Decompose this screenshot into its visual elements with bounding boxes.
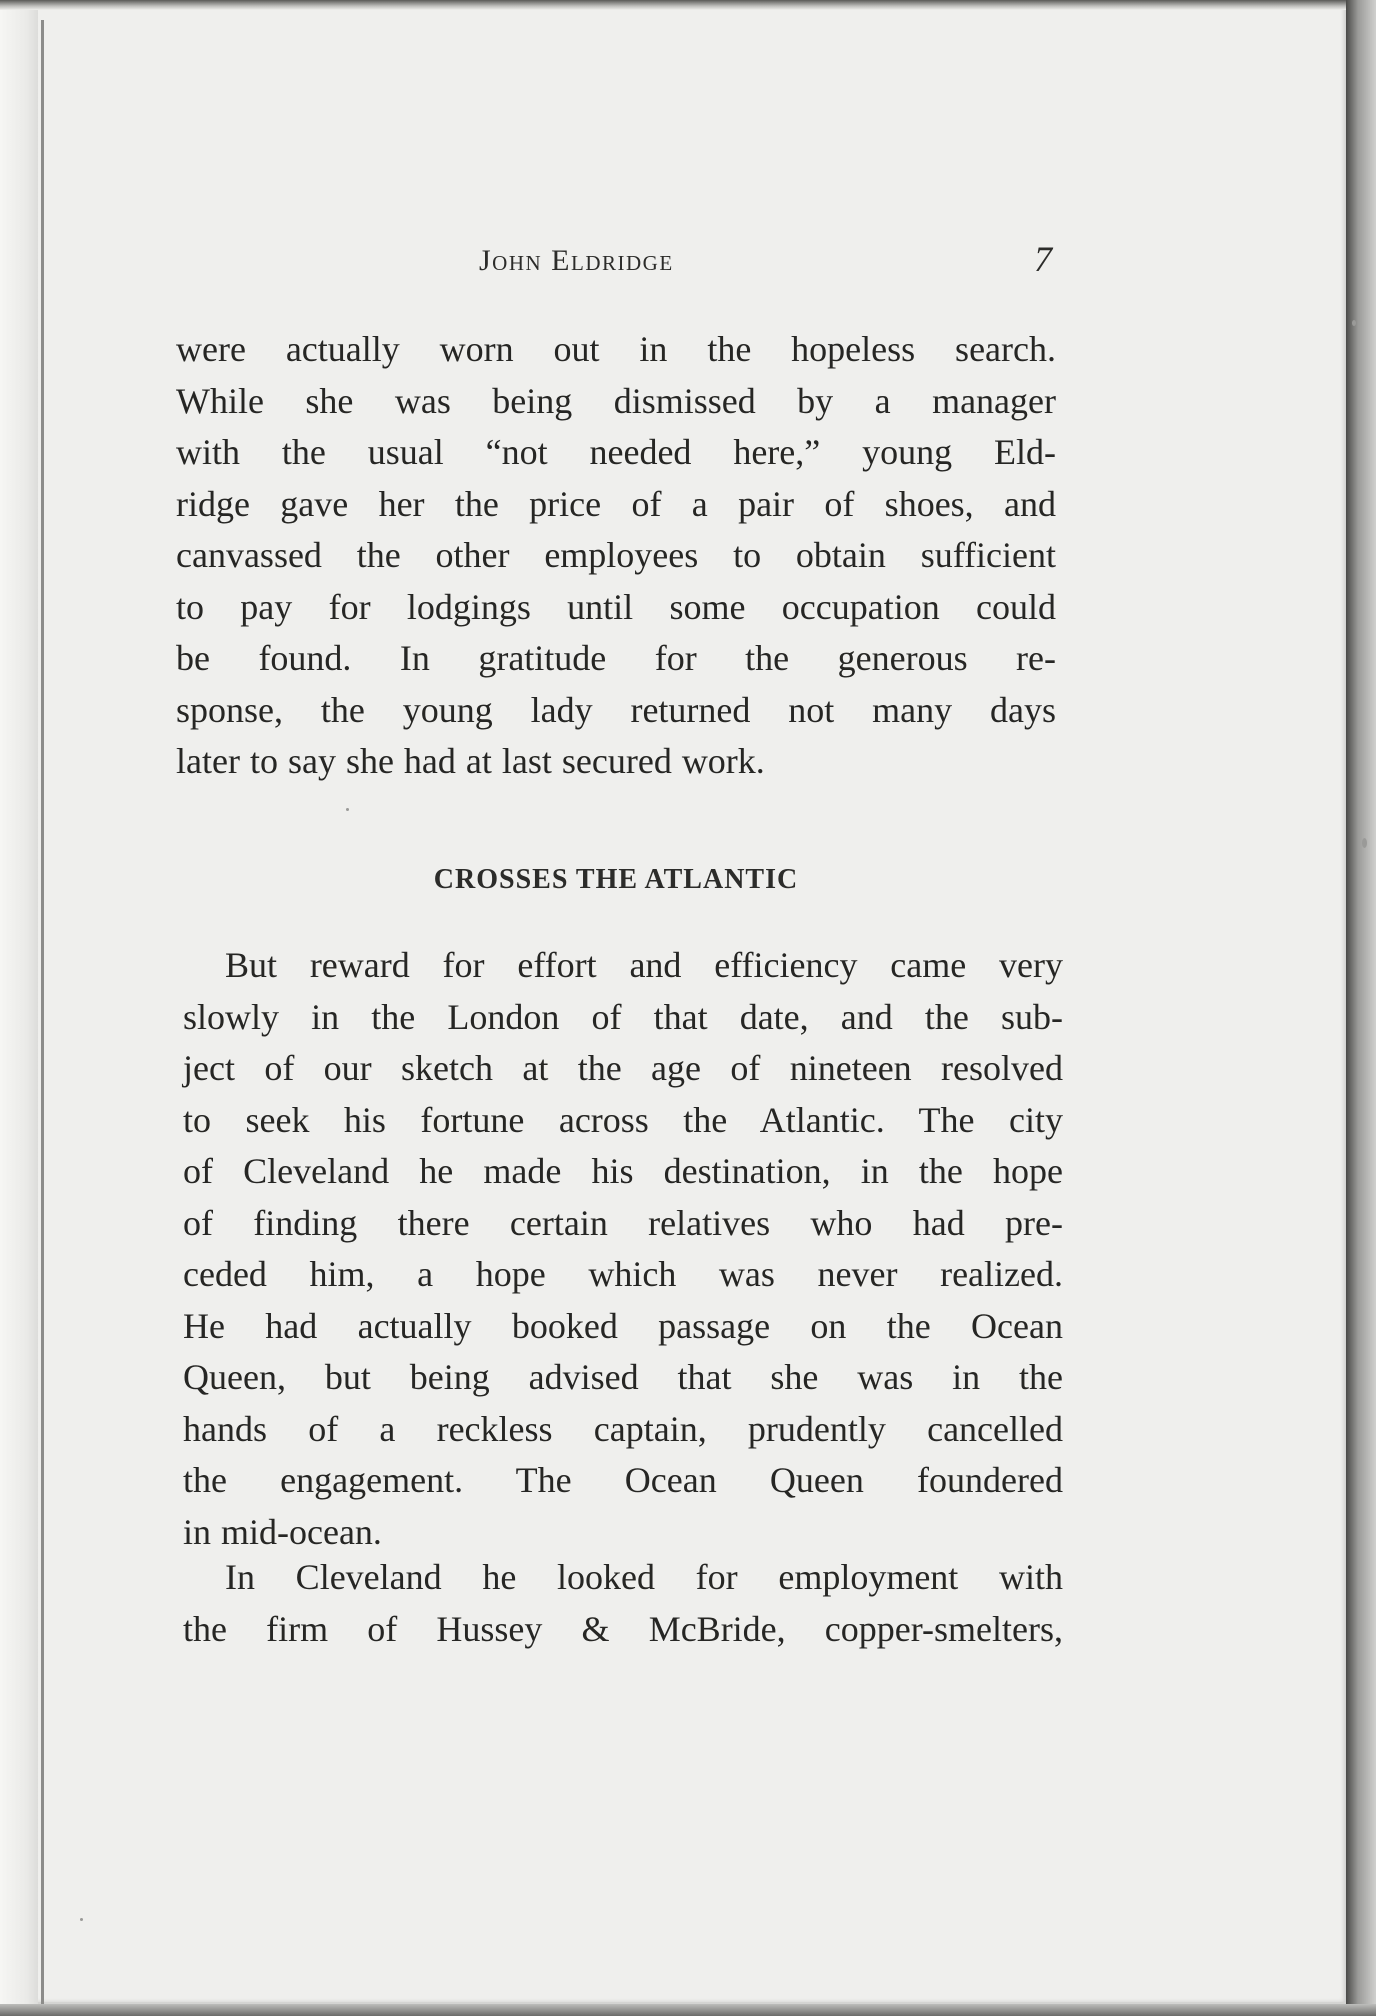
paragraph-1 [176,324,1056,788]
binding-edge-line [41,20,44,2010]
binding-gutter [0,0,38,2016]
text-line: of finding there certain relatives who had pre- [183,1202,1063,1243]
text-line: While she was being dismissed by a manager [176,380,1056,421]
text-line: slowly in the London of that date, and the sub- [183,996,1063,1037]
section-heading: CROSSES THE ATLANTIC [433,864,799,895]
text-line: were actually worn out in the hopeless search. [176,329,1056,369]
page-right-edge [1346,0,1376,2016]
text-line: the firm of Hussey & McBride, copper-smelters, [183,1608,1063,1649]
paper-speck [80,1918,83,1921]
text-line: of Cleveland he made his destination, in the hope [183,1151,1063,1191]
text-line: He had actually booked passage on the Ocean [183,1305,1063,1346]
running-title: John Eldridge [479,244,674,277]
running-header [176,238,1056,288]
text-line: canvassed the other employees to obtain sufficient [176,535,1056,575]
paper-speck [1352,320,1356,326]
text-line: ject of our sketch at the age of nineteen resolved [183,1048,1063,1088]
text-line: ridge gave her the price of a pair of shoes, and [176,483,1056,524]
text-line: Queen, but being advised that she was in the [183,1357,1063,1397]
text-line: later to say she had at last secured work. [176,741,765,781]
text-line: hands of a reckless captain, prudently cancelled [183,1408,1063,1449]
text-line: in mid-ocean. [183,1511,382,1552]
text-line: with the usual “not needed here,” young Eld- [176,432,1056,472]
text-line: sponse, the young lady returned not many days [176,689,1056,730]
text-line: In Cleveland he looked for employment with [225,1557,1063,1597]
page-number: 7 [1034,239,1052,279]
text-line: the engagement. The Ocean Queen foundered [183,1460,1063,1500]
page-bottom-edge [0,2004,1376,2016]
text-line: to seek his fortune across the Atlantic. The city [183,1099,1063,1140]
paragraph-2 [183,940,1063,1558]
text-line: ceded him, a hope which was never realized. [183,1254,1063,1294]
text-line: be found. In gratitude for the generous re- [176,638,1056,678]
paragraph-3 [183,1552,1063,1655]
page-top-edge [0,0,1346,10]
text-line: But reward for effort and efficiency came very [225,945,1063,985]
paper-speck [346,808,349,811]
text-line: to pay for lodgings until some occupation could [176,586,1056,627]
paper-speck [1362,838,1367,848]
